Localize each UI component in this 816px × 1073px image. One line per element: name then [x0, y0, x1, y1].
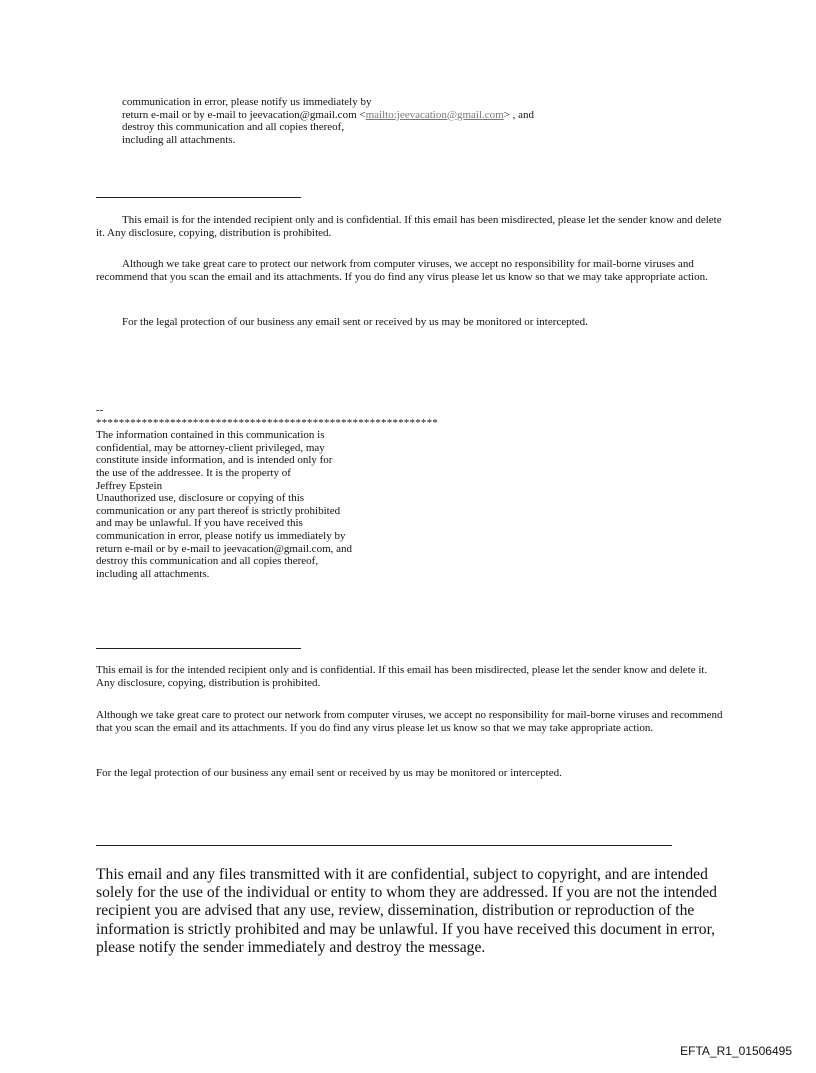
- text-fragment: > , and: [503, 108, 535, 121]
- text-line: including all attachments.: [122, 133, 236, 146]
- signature-dashes: --: [96, 404, 104, 416]
- signature-line: communication or any part thereof is strictly prohibited: [96, 504, 341, 517]
- text-line: [122, 109, 534, 122]
- text-line: communication in error, please notify us immediately by: [122, 96, 372, 108]
- separator-rule: [96, 845, 672, 846]
- text-line: destroy this communication and all copies thereof,: [122, 121, 345, 134]
- signature-line: Unauthorized use, disclosure or copying of this: [96, 492, 305, 505]
- disclaimer-paragraph: Although we take great care to protect our network from computer viruses, we accept no responsibility for mail-borne viruses and recommend that you scan the email and its attachments. If you do find any virus please let us know so that we may take appropriate action.: [96, 709, 723, 734]
- confidentiality-notice: This email and any files transmitted with it are confidential, subject to copyright, and are intended solely for the use of the individual or entity to whom they are addressed. If you are not the intended recipient you are advised that any use, review, dissemination, distribution or reproduction of the information is strictly prohibited and may be unlawful. If you have received this document in error, please notify the sender immediately and destroy the message.: [96, 866, 717, 956]
- document-id: EFTA_R1_01506495: [680, 1044, 792, 1058]
- signature-block: [96, 404, 438, 580]
- disclaimer-paragraph: For the legal protection of our business any email sent or received by us may be monitored or intercepted.: [96, 767, 562, 779]
- signature-line: communication in error, please notify us immediately by: [96, 529, 346, 542]
- signature-line: including all attachments.: [96, 567, 210, 580]
- separator-rule: [96, 197, 301, 198]
- signature-line: and may be unlawful. If you have received this: [96, 517, 303, 530]
- disclaimer-paragraph: This email is for the intended recipient only and is confidential. If this email has been misdirected, please let the sender know and delete it. Any disclosure, copying, distribution is prohibited.: [96, 214, 722, 239]
- quoted-signature-tail: [122, 96, 534, 146]
- disclaimer-paragraph: This email is for the intended recipient only and is confidential. If this email has been misdirected, please let the sender know and delete it. Any disclosure, copying, distribution is prohibited.: [96, 664, 708, 689]
- signature-line: constitute inside information, and is intended only for: [96, 454, 333, 467]
- mailto-link[interactable]: mailto:jeevacation@gmail.com: [365, 108, 504, 121]
- signature-line: confidential, may be attorney-client privileged, may: [96, 441, 325, 454]
- signature-line: Jeffrey Epstein: [96, 479, 163, 492]
- signature-line: the use of the addressee. It is the property of: [96, 466, 291, 479]
- signature-line: destroy this communication and all copies thereof,: [96, 555, 319, 568]
- signature-line: return e-mail or by e-mail to jeevacation@gmail.com, and: [96, 542, 353, 555]
- signature-stars: ************************************************************: [96, 416, 438, 429]
- separator-rule: [96, 648, 301, 649]
- disclaimer-paragraph: For the legal protection of our business any email sent or received by us may be monitored or intercepted.: [122, 316, 588, 328]
- disclaimer-paragraph: Although we take great care to protect our network from computer viruses, we accept no responsibility for mail-borne viruses and recommend that you scan the email and its attachments. If you do find any virus please let us know so that we may take appropriate action.: [96, 258, 708, 283]
- text-fragment: return e-mail or by e-mail to jeevacation@gmail.com <: [122, 108, 366, 121]
- signature-line: The information contained in this communication is: [96, 429, 325, 442]
